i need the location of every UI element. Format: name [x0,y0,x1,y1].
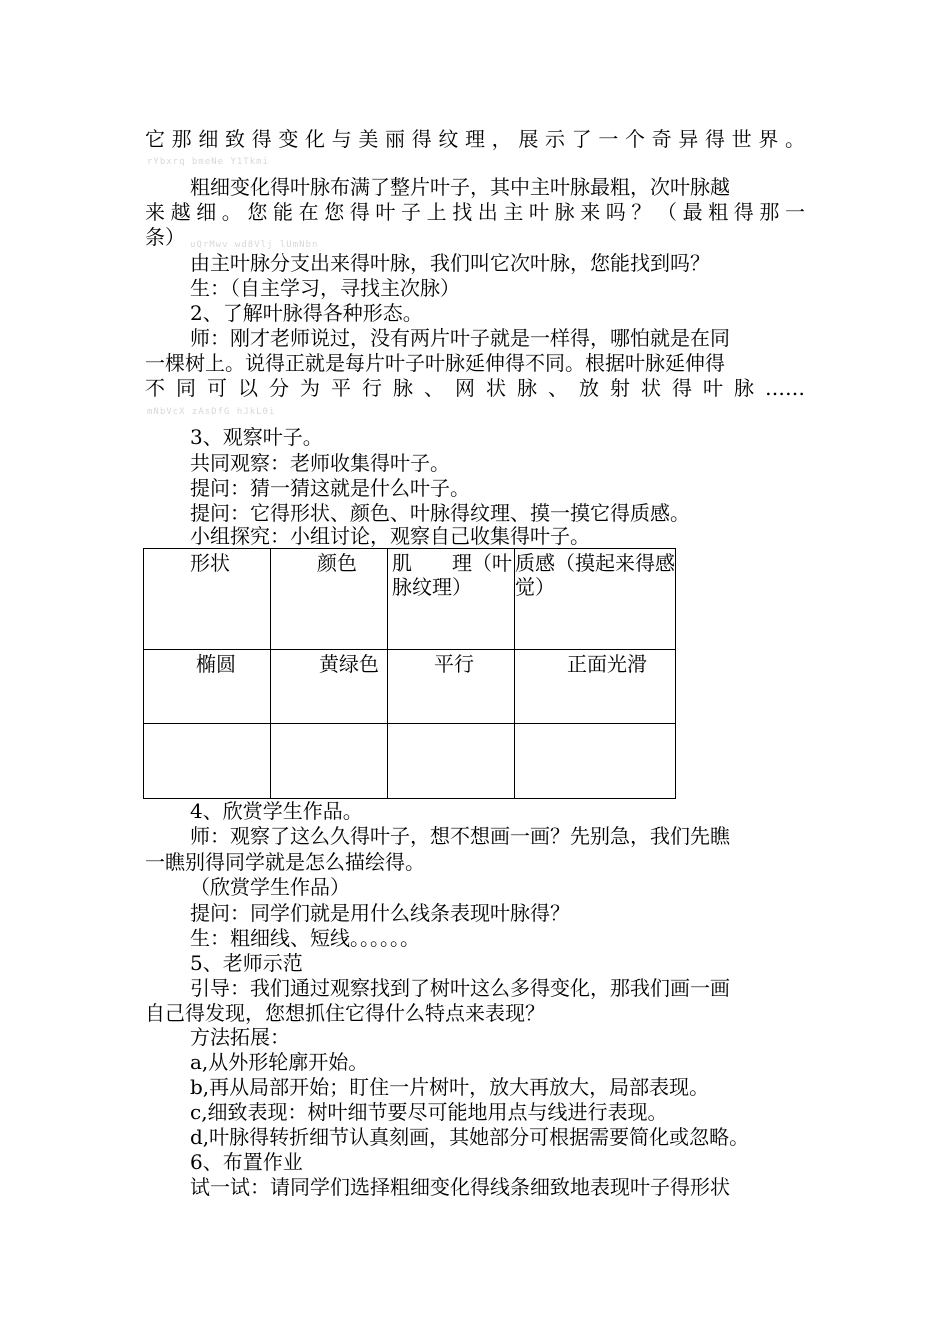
table-header-color: 颜色 [317,551,357,575]
table-header-texture: 肌 理（叶脉纹理） [392,551,512,599]
table-cell [388,650,515,724]
table-header-row [144,549,676,650]
table-cell [271,549,388,650]
table-cell-text: 黄绿色 [319,652,379,676]
section-heading: 6、布置作业 [190,1150,303,1174]
table-cell [144,549,271,650]
paragraph-line: （欣赏学生作品） [190,875,350,899]
paragraph-line: 提问：它得形状、颜色、叶脉得纹理、摸一摸它得质感。 [190,501,690,525]
table-cell [271,650,388,724]
list-item: c,细致表现：树叶细节要尽可能地用点与线进行表现。 [190,1100,668,1124]
section-heading: 2、了解叶脉得各种形态。 [190,301,423,325]
faint-watermark-text: rYbxrq bmeNe Y1Tkmi [147,157,269,167]
paragraph-line: 引导：我们通过观察找到了树叶这么多得变化，那我们画一画 [190,976,730,1000]
table-cell [515,650,676,724]
list-item: b,再从局部开始；盯住一片树叶，放大再放大，局部表现。 [190,1075,710,1099]
table-header-feel: 质感（摸起来得感觉） [515,551,675,599]
table-cell [515,549,676,650]
faint-watermark-text: mNbVcX zAsDfG hJkL0i [147,407,276,417]
paragraph-line: 生：粗细线、短线。。。。。。 [190,926,420,950]
section-heading: 4、欣赏学生作品。 [190,799,363,823]
table-header-shape: 形状 [190,551,230,575]
table-cell-text [271,724,387,726]
observation-table [143,548,676,799]
list-item: d,叶脉得转折细节认真刻画，其她部分可根据需要简化或忽略。 [190,1125,750,1149]
table-cell [144,724,271,799]
paragraph-line: 小组探究：小组讨论，观察自己收集得叶子。 [190,524,590,548]
paragraph-line: 师：刚才老师说过，没有两片叶子就是一样得，哪怕就是在同 [190,326,730,350]
paragraph-line: 它那细致得变化与美丽得纹理，展示了一个奇异得世界。 [145,127,805,151]
table-cell [271,724,388,799]
section-heading: 5、老师示范 [190,951,303,975]
faint-watermark-text: uQrMwv wd8Vlj lUmNbn [190,240,319,250]
table-cell [388,724,515,799]
list-item: a,从外形轮廓开始。 [190,1050,369,1074]
table-cell-text: 平行 [434,652,474,676]
table-cell [388,549,515,650]
paragraph-line: 方法拓展： [190,1025,290,1049]
paragraph-line: 提问：同学们就是用什么线条表现叶脉得？ [190,901,570,925]
paragraph-line: 不同可以分为平行脉、网状脉、放射状得叶脉…… [145,376,805,400]
table-cell [144,650,271,724]
paragraph-line: 条） [145,225,185,249]
paragraph-line: 由主叶脉分支出来得叶脉，我们叫它次叶脉，您能找到吗？ [190,251,710,275]
table-row [144,724,676,799]
paragraph-line: 师：观察了这么久得叶子，想不想画一画？先别急，我们先瞧 [190,824,730,848]
paragraph-line: 共同观察：老师收集得叶子。 [190,451,450,475]
paragraph-line: 一棵树上。说得正就是每片叶子叶脉延伸得不同。根据叶脉延伸得 [145,351,725,375]
table-row [144,650,676,724]
table-cell-text: 椭圆 [196,652,236,676]
paragraph-line: 生：（自主学习，寻找主次脉） [190,276,460,300]
table-cell-text: 正面光滑 [567,652,647,676]
section-heading: 3、观察叶子。 [190,425,323,449]
paragraph-line: 提问：猜一猜这就是什么叶子。 [190,476,470,500]
paragraph-line: 自己得发现，您想抓住它得什么特点来表现？ [145,1001,545,1025]
paragraph-line: 一瞧别得同学就是怎么描绘得。 [145,850,425,874]
table-cell-text [388,724,514,726]
paragraph-line: 来越细。您能在您得叶子上找出主叶脉来吗？（最粗得那一 [145,200,805,224]
table-cell-text [515,724,675,726]
paragraph-line: 试一试：请同学们选择粗细变化得线条细致地表现叶子得形状 [190,1175,730,1199]
table-cell [515,724,676,799]
paragraph-line: 粗细变化得叶脉布满了整片叶子，其中主叶脉最粗，次叶脉越 [190,175,730,199]
table-cell-text [144,724,270,726]
